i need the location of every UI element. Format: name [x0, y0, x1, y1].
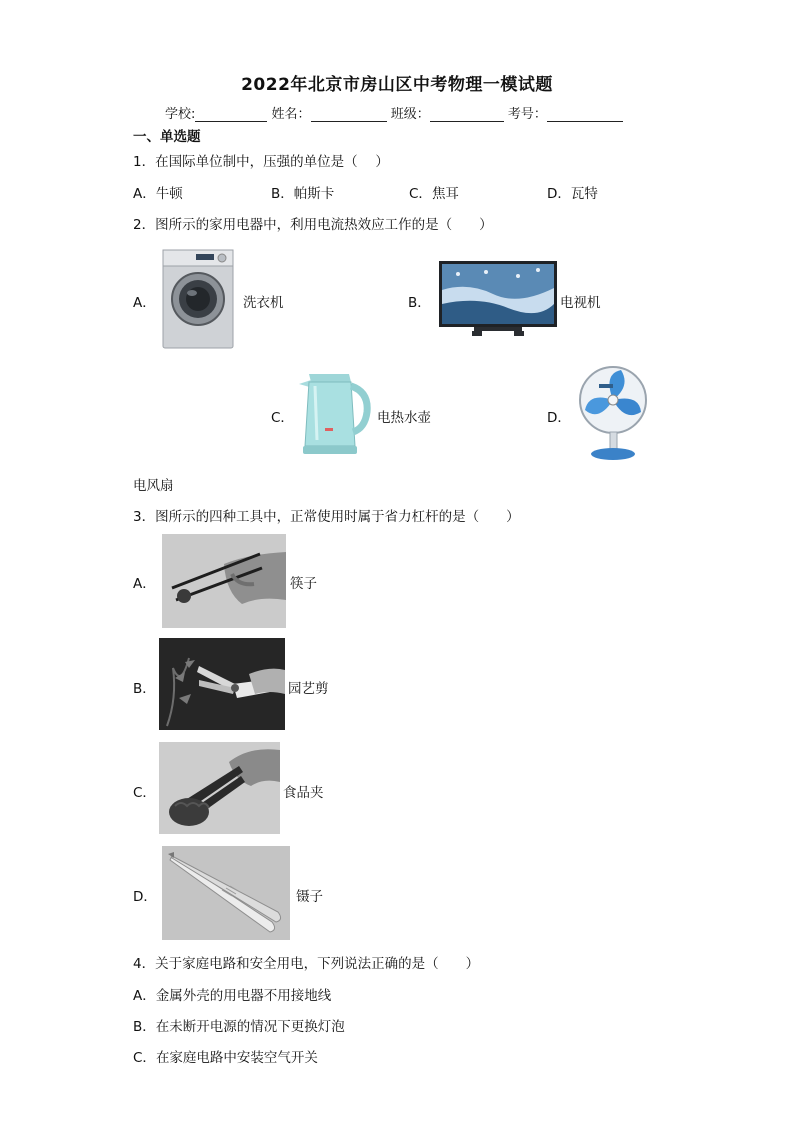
option-text: 金属外壳的用电器不用接地线	[155, 988, 332, 1004]
option-text: 在未断开电源的情况下更换灯泡	[155, 1019, 345, 1035]
option-text: 帕斯卡	[293, 186, 335, 202]
q3-option-c-text: 食品夹	[283, 785, 324, 801]
q2-option-c-letter[interactable]: C．	[271, 410, 294, 426]
question-1-stem: 1．在国际单位制中，压强的单位是（ ）	[133, 154, 389, 170]
q3-option-b-letter[interactable]: B．	[133, 681, 156, 697]
q4-option-c[interactable]	[133, 1046, 318, 1066]
option-text: 瓦特	[570, 186, 598, 202]
q1-option-c[interactable]	[409, 182, 459, 202]
class-blank[interactable]	[430, 107, 504, 122]
option-letter: C．	[133, 1050, 156, 1066]
electric-kettle-image	[295, 368, 371, 456]
name-blank[interactable]	[311, 107, 387, 122]
q3-option-d-letter[interactable]: D．	[133, 889, 157, 905]
option-letter: A．	[133, 988, 156, 1004]
chopsticks-image	[162, 534, 286, 628]
exam-number-label: 考号：	[507, 107, 547, 122]
school-label: 学校:	[165, 107, 196, 122]
q3-option-a-text: 筷子	[290, 576, 317, 592]
q2-option-b-text: 电视机	[560, 295, 601, 311]
option-text: 焦耳	[431, 186, 459, 202]
food-tongs-image	[159, 742, 280, 834]
q2-option-a-text: 洗衣机	[243, 295, 284, 311]
electric-fan-image	[573, 364, 649, 462]
option-text: 在家庭电路中安装空气开关	[155, 1050, 318, 1066]
television-image	[438, 260, 558, 338]
option-letter: D．	[547, 186, 571, 202]
page-title: 2022年北京市房山区中考物理一模试题	[241, 75, 553, 95]
section-heading: 一、单选题	[133, 129, 201, 145]
q4-option-b[interactable]	[133, 1015, 345, 1035]
question-3-stem: 3．图所示的四种工具中，正常使用时属于省力杠杆的是（ ）	[133, 509, 520, 525]
option-letter: C．	[409, 186, 432, 202]
question-4-stem: 4．关于家庭电路和安全用电，下列说法正确的是（ ）	[133, 956, 480, 972]
q2-option-d-text: 电风扇	[133, 478, 174, 494]
tweezers-image	[162, 846, 290, 940]
question-2-stem: 2．图所示的家用电器中，利用电流热效应工作的是（ ）	[133, 217, 493, 233]
q3-option-c-letter[interactable]: C．	[133, 785, 156, 801]
q3-option-d-text: 镊子	[296, 889, 323, 905]
washing-machine-image	[162, 249, 234, 349]
school-blank[interactable]	[195, 107, 267, 122]
q1-option-a[interactable]	[133, 182, 183, 202]
q3-option-b-text: 园艺剪	[288, 681, 329, 697]
student-info-line	[165, 103, 623, 122]
option-letter: B．	[271, 186, 294, 202]
q2-option-a-letter[interactable]: A．	[133, 295, 156, 311]
option-letter: A．	[133, 186, 156, 202]
q3-option-a-letter[interactable]: A．	[133, 576, 156, 592]
q2-option-c-text: 电热水壶	[377, 410, 431, 426]
option-text: 牛顿	[155, 186, 183, 202]
q2-option-b-letter[interactable]: B．	[408, 295, 431, 311]
q4-option-a[interactable]	[133, 984, 331, 1004]
q2-option-d-letter[interactable]: D．	[547, 410, 571, 426]
q1-option-d[interactable]	[547, 182, 598, 202]
class-label: 班级：	[390, 107, 430, 122]
option-letter: B．	[133, 1019, 156, 1035]
q1-option-b[interactable]	[271, 182, 334, 202]
exam-number-blank[interactable]	[547, 107, 623, 122]
name-label: 姓名：	[271, 107, 311, 122]
garden-shears-image	[159, 638, 285, 730]
